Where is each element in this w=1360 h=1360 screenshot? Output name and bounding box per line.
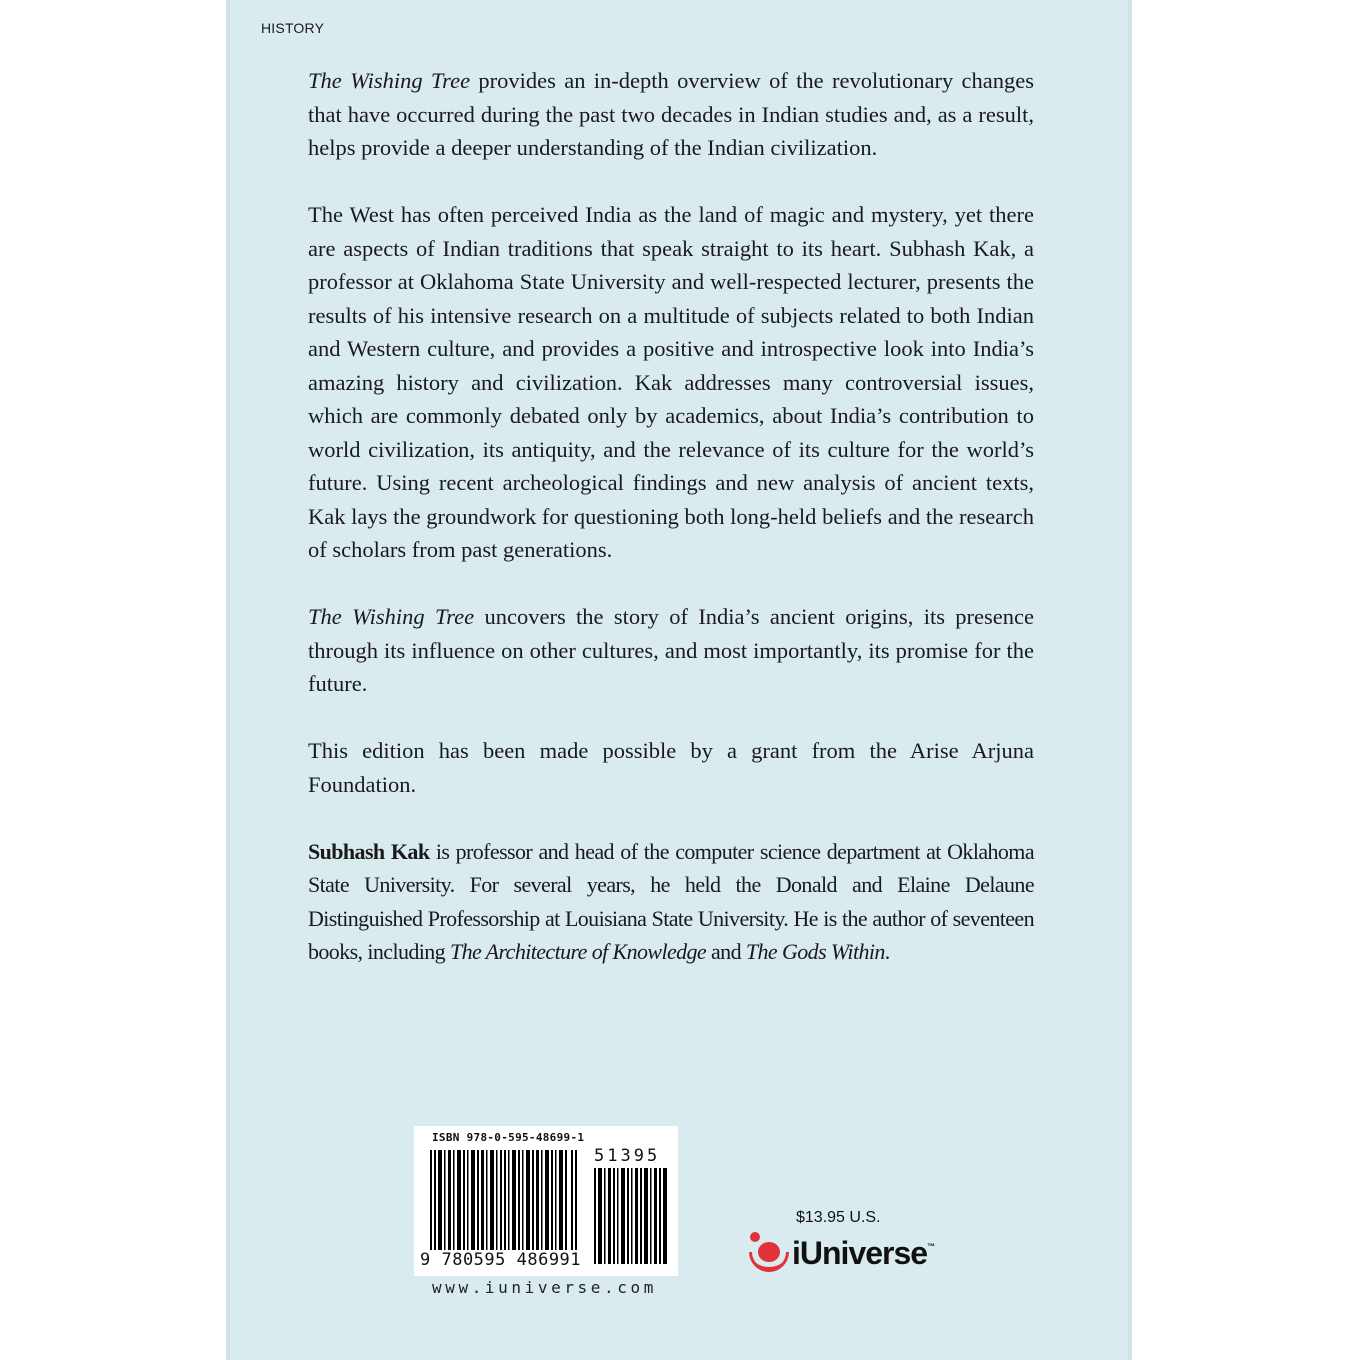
- price-label: $13.95 U.S.: [796, 1209, 881, 1226]
- author-bio: Subhash Kak is professor and head of the computer science department at Oklahoma State University. For several years, he held the Donald and Elaine Delaune Distinguished Professorship at Louisiana State University. He is the author of seventeen books, including The Architecture of Knowledge and The Gods Within.: [308, 838, 1034, 964]
- paragraph-intro: The Wishing Tree provides an in-depth overview of the revolutionary changes that have occurred during the past two decades in Indian studies and, as a result, helps provide a deeper understanding of the Indian civilization.: [308, 68, 1034, 160]
- isbn-digits: 9 780595 486991: [420, 1250, 582, 1270]
- isbn-label: ISBN 978-0-595-48699-1: [432, 1131, 585, 1144]
- publisher-name: iUniverse: [792, 1234, 928, 1271]
- book-title-italic: The Wishing Tree: [308, 68, 471, 93]
- category-label: HISTORY: [261, 20, 325, 36]
- iuniverse-logo-icon: [746, 1228, 792, 1278]
- barcode-bars-icon: [430, 1150, 578, 1264]
- publisher-logo: [746, 1228, 935, 1278]
- book-back-cover: [226, 0, 1132, 1360]
- addon-barcode-icon: [594, 1168, 670, 1264]
- paragraph-grant: This edition has been made possible by a grant from the Arise Arjuna Foundation.: [308, 738, 1034, 797]
- price-code: 51395: [594, 1146, 661, 1166]
- paragraph-description: The West has often perceived India as the land of magic and mystery, yet there are aspects of Indian traditions that speak straight to its heart. Subhash Kak, a professor at Oklahoma State University and well-respected lecturer, presents the results of his intensive research on a multitude of subjects related to both Indian and Western culture, and provides a positive and introspective look into India’s amazing history and civilization. Kak addresses many controversial issues, which are commonly debated only by academics, about India’s contribution to world civilization, its antiquity, and the relevance of its culture for the world’s future. Using recent archeological findings and new analysis of ancient texts, Kak lays the groundwork for questioning both long-held beliefs and the research of scholars from past generations.: [308, 202, 1034, 562]
- blurb: [308, 64, 1034, 1002]
- trademark-mark: ™: [927, 1242, 936, 1251]
- isbn-barcode: [414, 1126, 678, 1276]
- author-name: Subhash Kak: [308, 838, 430, 864]
- paragraph-summary: The Wishing Tree uncovers the story of India’s ancient origins, its presence through its influence on other cultures, and most importantly, its promise for the future.: [308, 604, 1034, 696]
- book-title-italic: The Wishing Tree: [308, 604, 475, 629]
- publisher-url: www.iuniverse.com: [432, 1278, 657, 1297]
